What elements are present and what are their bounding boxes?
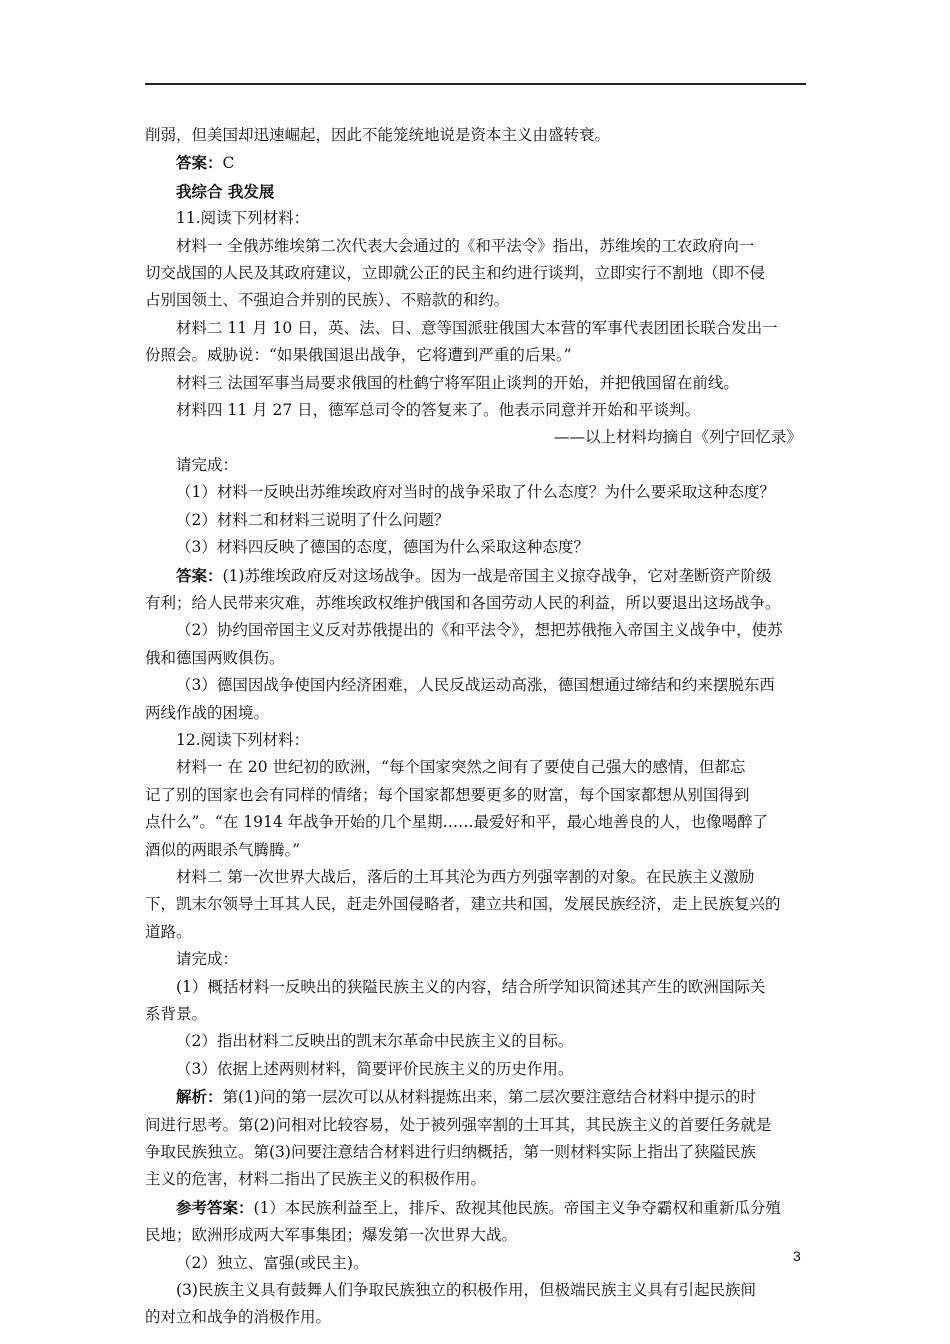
material-line: 材料二 11 月 10 日，英、法、日、意等国派驻俄国大本营的军事代表团团长联合发出一: [176, 318, 778, 337]
answer-label: 答案：: [176, 153, 223, 173]
question-item: （3）依据上述两则材料，简要评价民族主义的历史作用。: [176, 1059, 574, 1078]
section-title: 我综合 我发展: [176, 181, 275, 201]
question-item: （2）指出材料二反映出的凯末尔革命中民族主义的目标。: [176, 1032, 574, 1051]
material-line: 材料二 第一次世界大战后，落后的土耳其沦为西方列强宰割的对象。在民族主义激励: [176, 867, 755, 886]
analysis-text: 第(1)问的第一层次可以从材料提炼出来，第二层次要注意结合材料中提示的时: [222, 1088, 756, 1107]
source-citation: ——以上材料均摘自《列宁回忆录》: [553, 428, 802, 447]
answer-label: 答案：: [176, 565, 223, 585]
page-number: 3: [793, 1248, 801, 1264]
analysis-label: 解析：: [176, 1087, 223, 1107]
analysis-text: 争取民族独立。第(3)问要注意结合材料进行归纳概括，第一则材料实际上指出了狭隘民族: [145, 1143, 756, 1162]
material-line: 份照会。威胁说：“如果俄国退出战争，它将遭到严重的后果。”: [145, 346, 572, 365]
answer-line: [145, 562, 806, 590]
material-line: 点什么”。“在 1914 年战争开始的几个星期……最爱好和平，最心地善良的人，也像喝醉了: [145, 813, 769, 832]
document-body: [145, 122, 806, 1332]
reference-answer-text: （2）独立、富强(或民主)。: [176, 1253, 369, 1272]
answer-text: 俄和德国两败俱伤。: [145, 648, 285, 667]
analysis-text: 主义的危害，材料二指出了民族主义的积极作用。: [145, 1170, 487, 1189]
material-line: 材料四 11 月 27 日，德军总司令的答复来了。他表示同意并开始和平谈判。: [176, 401, 701, 420]
reference-answer-text: (1）本民族利益至上，排斥、敌视其他民族。帝国主义争夺霸权和重新瓜分殖: [253, 1198, 781, 1217]
reference-answer-text: 的对立和战争的消极作用。: [145, 1308, 332, 1327]
question-12-heading: 12.阅读下列材料：: [176, 730, 310, 749]
material-line: 占别国领土、不强迫合并别的民族）、不赔款的和约。: [145, 291, 510, 310]
material-line: 材料一 在 20 世纪初的欧洲，“每个国家突然之间有了要使自己强大的感情，但都忘: [176, 758, 746, 777]
question-item: 系背景。: [145, 1005, 208, 1023]
material-line: 道路。: [145, 922, 192, 941]
analysis-text: 间进行思考。第(2)问相对比较容易，处于被列强宰割的土耳其，其民族主义的首要任务就是: [145, 1115, 772, 1134]
question-item: （1）材料一反映出苏维埃政府对当时的战争采取了什么态度？为什么要采取这种态度？: [176, 483, 775, 502]
reference-answer-text: (3)民族主义具有鼓舞人们争取民族独立的积极作用，但极端民族主义具有引起民族间: [176, 1281, 756, 1300]
material-line: 材料一 全俄苏维埃第二次代表大会通过的《和平法令》指出，苏维埃的工农政府向一: [176, 236, 755, 255]
material-line: 材料三 法国军事当局要求俄国的杜鹤宁将军阻止谈判的开始，并把俄国留在前线。: [176, 373, 739, 392]
question-item: （2）材料二和材料三说明了什么问题？: [176, 510, 450, 529]
answer-value: C: [222, 154, 235, 173]
request-label: 请完成：: [176, 455, 239, 474]
header-rule: [145, 83, 806, 85]
material-line: 酒似的两眼杀气腾腾。”: [145, 840, 301, 859]
material-line: 下，凯末尔领导土耳其人民，赶走外国侵略者，建立共和国，发展民族经济，走上民族复兴的: [145, 895, 781, 914]
analysis-line: [145, 1083, 806, 1111]
text-line: 削弱，但美国却迅速崛起，因此不能笼统地说是资本主义由盛转衰。: [145, 126, 611, 144]
material-line: 切交战国的人民及其政府建议，立即就公正的民主和约进行谈判，立即实行不割地（即不侵: [145, 264, 766, 283]
reference-answer-label: 参考答案：: [176, 1197, 254, 1217]
reference-answer-line: [145, 1194, 806, 1222]
request-label: 请完成：: [176, 950, 239, 969]
answer-text: （3）德国因战争使国内经济困难，人民反战运动高涨，德国想通过缔结和约来摆脱东西: [176, 676, 775, 695]
answer-text: (1)苏维埃政府反对这场战争。因为一战是帝国主义掠夺战争，它对垄断资产阶级: [222, 566, 772, 585]
material-line: 记了别的国家也会有同样的情绪；每个国家都想要更多的财富，每个国家都想从别国得到: [145, 785, 750, 804]
answer-text: （2）协约国帝国主义反对苏俄提出的《和平法令》，想把苏俄拖入帝国主义战争中，使苏: [176, 621, 783, 640]
answer-text: 两线作战的困境。: [145, 703, 270, 722]
question-11-heading: 11.阅读下列材料：: [176, 209, 310, 228]
reference-answer-text: 民地；欧洲形成两大军事集团；爆发第一次世界大战。: [145, 1226, 518, 1245]
answer-text: 有利；给人民带来灾难，苏维埃政权维护俄国和各国劳动人民的利益，所以要退出这场战争。: [145, 593, 781, 612]
question-item: （3）材料四反映了德国的态度，德国为什么采取这种态度？: [176, 538, 589, 557]
question-item: (1）概括材料一反映出的狭隘民族主义的内容，结合所学知识简述其产生的欧洲国际关: [176, 977, 766, 996]
answer-line: [145, 149, 806, 177]
